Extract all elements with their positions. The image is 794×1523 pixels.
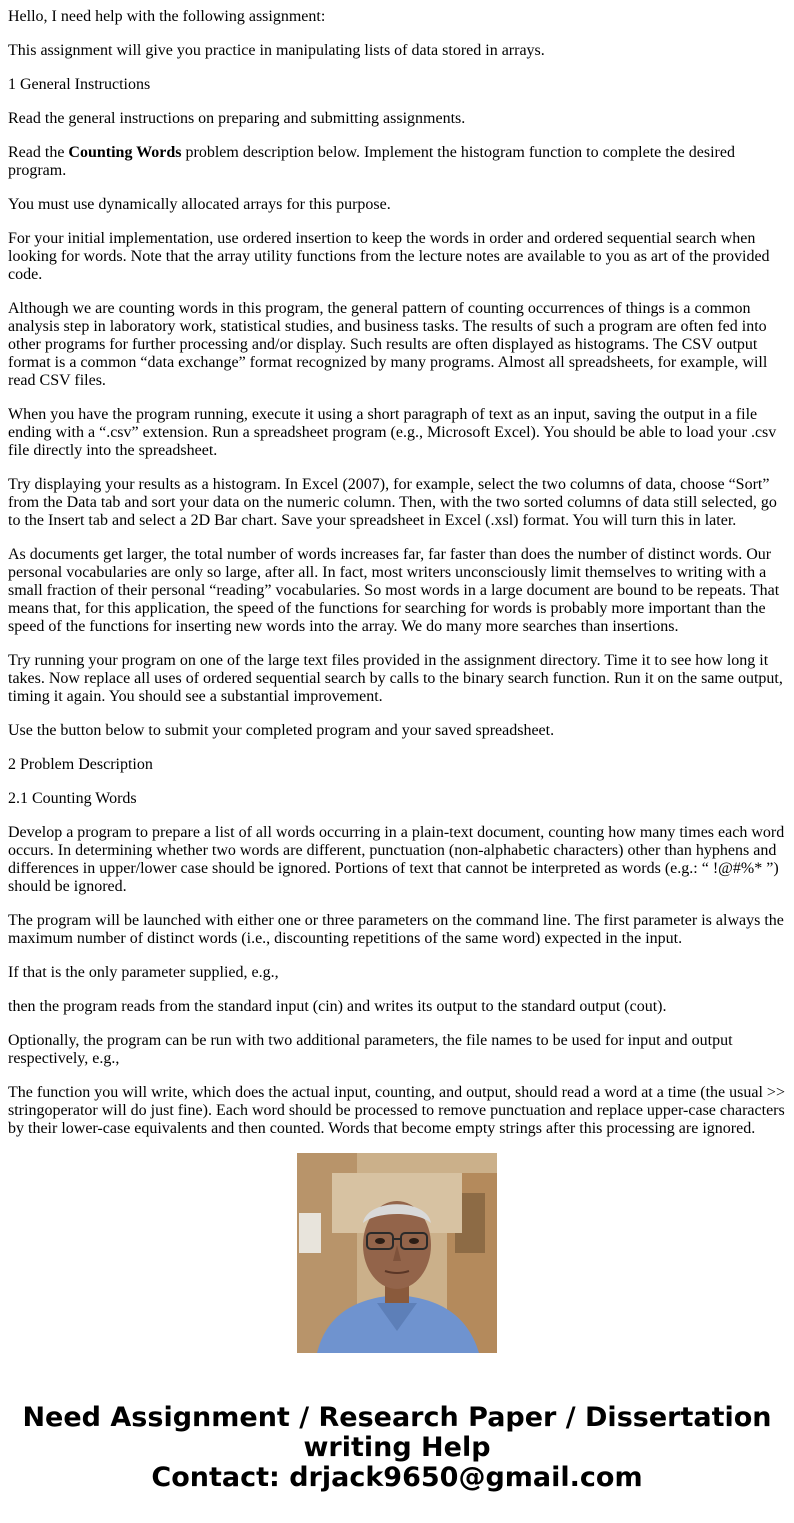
read-the-text: Read the [8, 144, 69, 161]
author-avatar [297, 1153, 497, 1353]
develop-paragraph: Develop a program to prepare a list of all words occurring in a plain-text document, counting how many times each word occurs. In determining whether two words are different, punctuation (non-alphabetic characters) other than hyphens and differences in upper/lower case should be ignored. Portions of text that cannot be interpreted as words (e.g.: “ !@#%* ”) should be ignored. [8, 824, 785, 895]
promo-contact-line: Contact: drjack9650@gmail.com [151, 1462, 643, 1493]
standard-io-paragraph: then the program reads from the standard input (cin) and writes its output to the standard output (cout). [8, 998, 667, 1015]
dynamic-arrays-paragraph: You must use dynamically allocated arrays for this purpose. [8, 196, 391, 213]
intro-paragraph: This assignment will give you practice in manipulating lists of data stored in arrays. [8, 42, 545, 59]
promo-line-1: Need Assignment / Research Paper / Dissertation [22, 1402, 772, 1433]
author-photo [297, 1153, 497, 1353]
optional-parameters-paragraph: Optionally, the program can be run with two additional parameters, the file names to be used for input and output respectively, e.g., [8, 1032, 733, 1067]
promo-line-2: writing Help [303, 1432, 491, 1463]
assignment-text [8, 0, 786, 1137]
function-description-paragraph: The function you will write, which does the actual input, counting, and output, should read a word at a time (the usual >> stringoperator will do just fine). Each word should be processed to remove punctuation and replace upper-case characters by their lower-case equivalents and then counted. Words that become empty strings after this processing are ignored. [8, 1084, 785, 1137]
only-parameter-paragraph: If that is the only parameter supplied, e.g., [8, 964, 279, 981]
section-2-1-heading: 2.1 Counting Words [8, 790, 137, 807]
use-button-paragraph: Use the button below to submit your completed program and your saved spreadsheet. [8, 722, 555, 739]
read-rest-text: problem description below. Implement the histogram function to complete the desired program. [8, 144, 735, 179]
general-instructions-paragraph: Read the general instructions on preparing and submitting assignments. [8, 110, 466, 127]
documents-larger-paragraph: As documents get larger, the total number of words increases far, far faster than does the number of distinct words. Our personal vocabularies are only so large, after all. In fact, most writers unconsciously limit themselves to writing with a small fraction of their personal “reading” vocabularies. So most words in a large document are bound to be repeats. That means that, for this application, the speed of the functions for searching for words is probably more important than the speed of the functions for inserting new words into the array. We do many more searches than insertions. [8, 546, 780, 635]
section-2-heading: 2 Problem Description [8, 756, 153, 773]
section-1-heading: 1 General Instructions [8, 76, 151, 93]
promo-banner [0, 1403, 794, 1493]
program-running-paragraph: When you have the program running, execute it using a short paragraph of text as an input, saving the output in a file ending with a “.csv” extension. Run a spreadsheet program (e.g., Microsoft Excel). You should be able to load your .csv file directly into the spreadsheet. [8, 406, 777, 459]
initial-implementation-paragraph: For your initial implementation, use ordered insertion to keep the words in order and ordered sequential search when looking for words. Note that the array utility functions from the lecture notes are available to you as art of the provided code. [8, 230, 770, 283]
try-running-paragraph: Try running your program on one of the large text files provided in the assignment directory. Time it to see how long it takes. Now replace all uses of ordered sequential search by calls to the binary search function. Run it on the same output, timing it again. You should see a substantial improvement. [8, 652, 783, 705]
launched-paragraph: The program will be launched with either one or three parameters on the command line. The first parameter is always the maximum number of distinct words (i.e., discounting repetitions of the same word) expected in the input. [8, 912, 784, 947]
counting-words-bold: Counting Words [68, 144, 182, 161]
read-counting-words-paragraph [8, 144, 786, 180]
histogram-paragraph: Try displaying your results as a histogram. In Excel (2007), for example, select the two columns of data, choose “Sort” from the Data tab and sort your data on the numeric column. Then, with the two sorted columns of data still selected, go to the Insert tab and select a 2D Bar chart. Save your spreadsheet in Excel (.xsl) format. You will turn this in later. [8, 476, 777, 529]
greeting-paragraph: Hello, I need help with the following assignment: [8, 8, 326, 25]
although-paragraph: Although we are counting words in this program, the general pattern of counting occurrences of things is a common analysis step in laboratory work, statistical studies, and business tasks. The results of such a program are often fed into other programs for further processing and/or display. Such results are often displayed as histograms. The CSV output format is a common “data exchange” format recognized by many programs. Almost all spreadsheets, for example, will read CSV files. [8, 300, 768, 389]
